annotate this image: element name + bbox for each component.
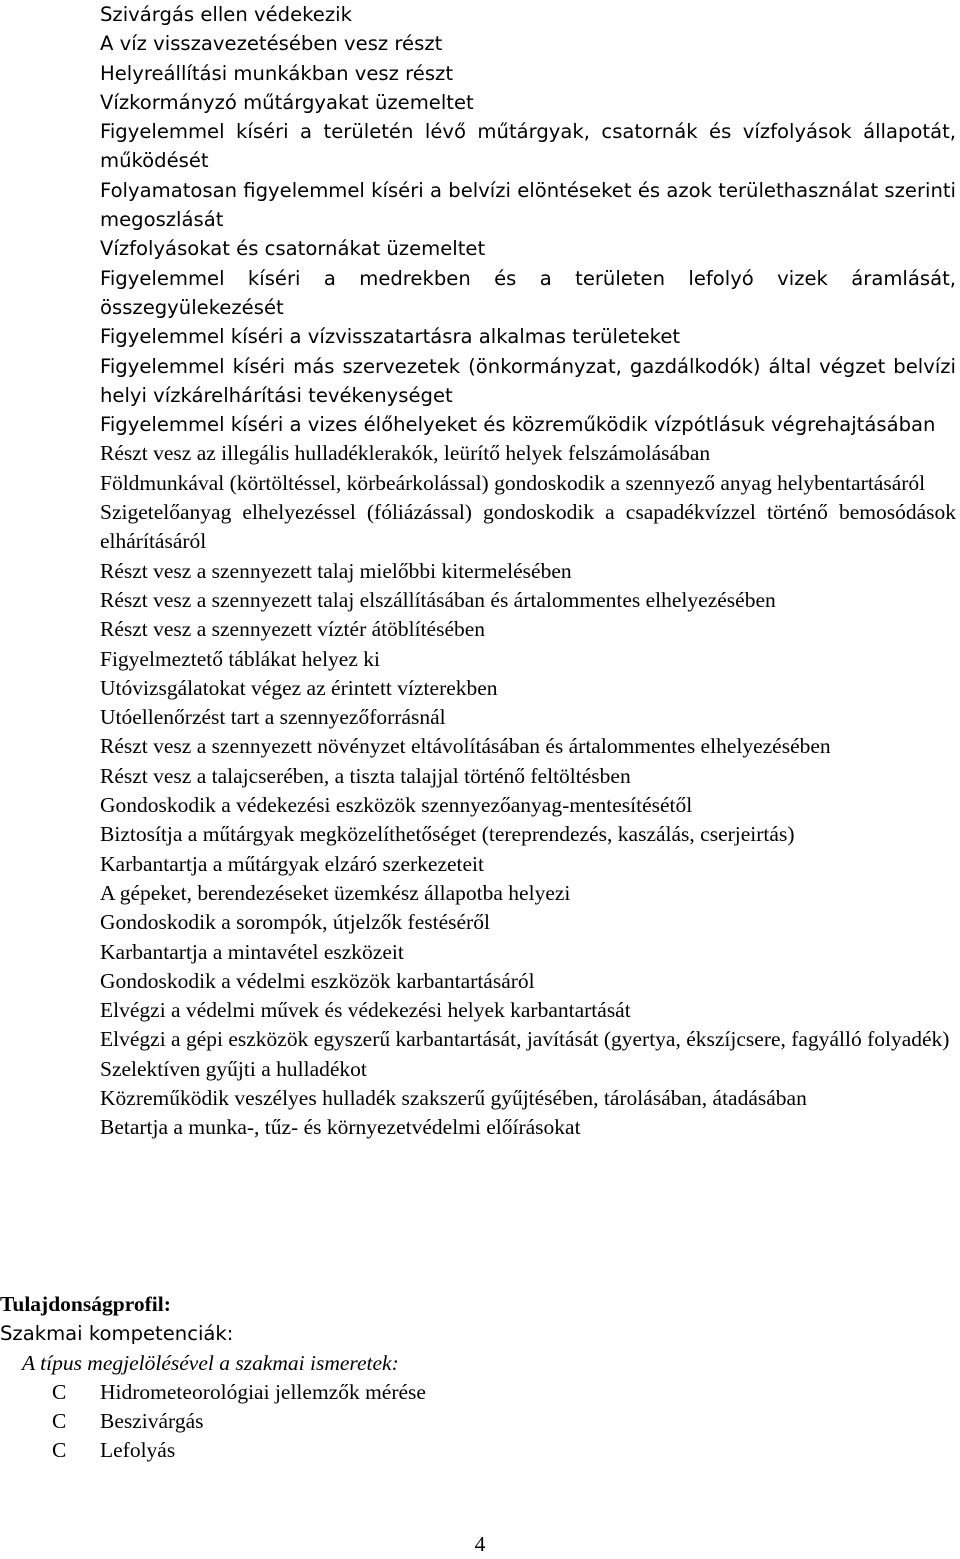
task-item: Elvégzi a gépi eszközök egyszerű karbantartását, javítását (gyertya, ékszíjcsere, fagyálló folyadék) — [100, 1027, 950, 1052]
competence-item — [0, 1436, 960, 1465]
competence-label: Szakmai kompetenciák: — [0, 1322, 234, 1346]
task-item: Földmunkával (körtöltéssel, körbeárkolással) gondoskodik a szennyező anyag helybentartásáról — [100, 470, 926, 495]
competence-item — [0, 1407, 960, 1436]
task-item: A gépeket, berendezéseket üzemkész állapotba helyezi — [100, 880, 571, 905]
task-item: Vízfolyásokat és csatornákat üzemeltet — [100, 237, 486, 261]
task-item: Közreműködik veszélyes hulladék szakszerű gyűjtésében, tárolásában, átadásában — [100, 1085, 807, 1110]
task-item: Részt vesz az illegális hulladéklerakók, leürítő helyek felszámolásában — [100, 441, 711, 466]
task-item: Karbantartja a mintavétel eszközeit — [100, 939, 404, 964]
task-item: Részt vesz a szennyezett talaj elszállításában és ártalommentes elhelyezésében — [100, 587, 776, 612]
task-item: Utóellenőrzést tart a szennyezőforrásnál — [100, 705, 446, 730]
task-item: Részt vesz a szennyezett növényzet eltávolításában és ártalommentes elhelyezésében — [100, 734, 831, 759]
task-item: Karbantartja a műtárgyak elzáró szerkezeteit — [100, 851, 484, 876]
competence-type: C — [52, 1379, 67, 1404]
task-list — [100, 0, 956, 1143]
task-item: Gondoskodik a védekezési eszközök szennyezőanyag-mentesítésétől — [100, 793, 693, 818]
task-item: Elvégzi a védelmi művek és védekezési helyek karbantartását — [100, 998, 631, 1023]
task-item: Szelektíven gyűjti a hulladékot — [100, 1056, 367, 1081]
competence-label-text: Beszivárgás — [100, 1409, 204, 1434]
task-item: Figyelemmel kíséri más szervezetek (önkormányzat, gazdálkodók) által végzet belvízi helyi vízkárelhárítási tevékenységet — [100, 354, 956, 407]
property-profile-section — [0, 1290, 960, 1466]
task-item: Részt vesz a szennyezett talaj mielőbbi kitermelésében — [100, 558, 572, 583]
task-item: Figyelemmel kíséri a medrekben és a területen lefolyó vizek áramlását, összegyülekezését — [100, 266, 956, 319]
task-item: Gondoskodik a védelmi eszközök karbantartásáról — [100, 968, 535, 993]
task-item: Helyreállítási munkákban vesz részt — [100, 61, 454, 85]
task-item: Betartja a munka-, tűz- és környezetvédelmi előírásokat — [100, 1115, 581, 1140]
task-item: Szivárgás ellen védekezik — [100, 3, 352, 26]
task-item: Vízkormányzó műtárgyakat üzemeltet — [100, 90, 474, 114]
task-item: Figyelemmel kíséri a vizes élőhelyeket és közreműködik vízpótlásuk végrehajtásában — [100, 413, 936, 437]
task-item: Gondoskodik a sorompók, útjelzők festéséről — [100, 910, 490, 935]
task-item: Figyelemmel kíséri a vízvisszatartásra alkalmas területeket — [100, 325, 681, 349]
task-item: Részt vesz a talajcserében, a tiszta talajjal történő feltöltésben — [100, 763, 631, 788]
competence-item — [0, 1378, 960, 1407]
type-note: A típus megjelölésével a szakmai ismeretek: — [22, 1350, 399, 1375]
task-item: Figyelmeztető táblákat helyez ki — [100, 646, 380, 671]
task-item: Figyelemmel kíséri a területén lévő műtárgyak, csatornák és vízfolyások állapotát, működését — [100, 120, 956, 173]
page-number: 4 — [474, 1532, 486, 1556]
task-item: Folyamatosan figyelemmel kíséri a belvízi elöntéseket és azok területhasználat szerinti megoszlását — [100, 178, 956, 232]
task-item: A víz visszavezetésében vesz részt — [100, 32, 443, 56]
competence-type: C — [52, 1438, 67, 1463]
task-item: Utóvizsgálatokat végez az érintett vízterekben — [100, 675, 498, 700]
task-item: Szigetelőanyag elhelyezéssel (fóliázással) gondoskodik a csapadékvízzel történő bemosódások elhárításáról — [100, 500, 956, 554]
competence-label-text: Lefolyás — [100, 1438, 176, 1463]
competence-label-text: Hidrometeorológiai jellemzők mérése — [100, 1379, 426, 1404]
task-item: Biztosítja a műtárgyak megközelíthetőséget (tereprendezés, kaszálás, cserjeirtás) — [100, 822, 795, 847]
competence-type: C — [52, 1409, 67, 1434]
task-item: Részt vesz a szennyezett víztér átöblítésében — [100, 617, 486, 642]
profile-heading: Tulajdonságprofil: — [0, 1292, 171, 1316]
